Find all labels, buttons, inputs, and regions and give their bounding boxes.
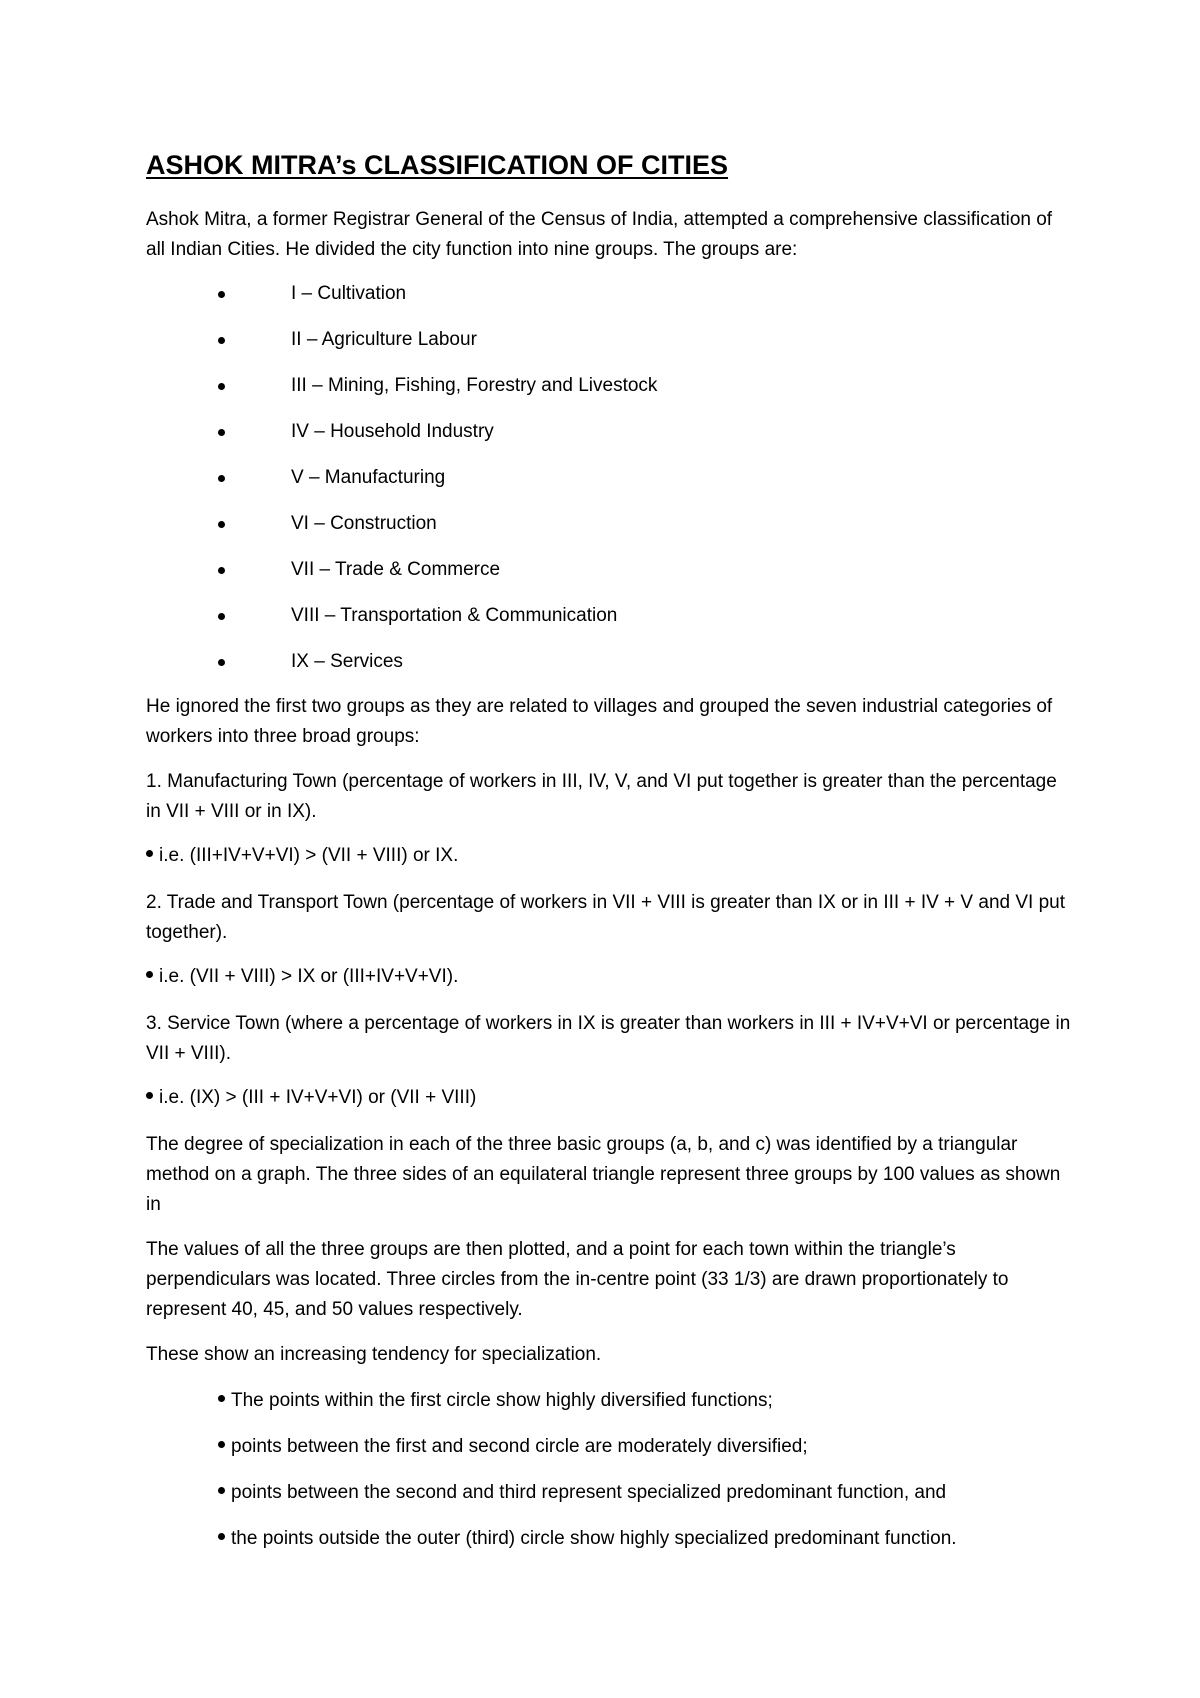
list-item [0, 555, 1200, 585]
point-text: The points within the first circle show highly diversified functions; [231, 1390, 773, 1411]
trade-town-paragraph: 2. Trade and Transport Town (percentage of workers in VII + VIII is greater than IX or in III + IV + V and VI put together). [146, 892, 1066, 943]
point-text: the points outside the outer (third) circle show highly specialized predominant function. [231, 1528, 957, 1549]
formula-text: i.e. (VII + VIII) > IX or (III+IV+V+VI). [159, 966, 459, 987]
list-item [218, 1432, 808, 1462]
list-item [0, 417, 1200, 447]
group-label: V – Manufacturing [291, 467, 446, 488]
bullet-icon [218, 1395, 225, 1402]
list-item [0, 601, 1200, 631]
group-label: VIII – Transportation & Communication [291, 605, 618, 626]
formula-text: i.e. (III+IV+V+VI) > (VII + VIII) or IX. [159, 845, 459, 866]
formula-text: i.e. (IX) > (III + IV+V+VI) or (VII + VIII) [159, 1087, 477, 1108]
service-formula [146, 1083, 476, 1113]
bullet-icon [146, 1092, 153, 1099]
page-title: ASHOK MITRA’s CLASSIFICATION OF CITIES [146, 150, 729, 180]
bullet-icon [218, 613, 225, 620]
group-label: VII – Trade & Commerce [291, 559, 501, 580]
bullet-icon [218, 521, 225, 528]
bullet-icon [218, 475, 225, 482]
bullet-icon [146, 971, 153, 978]
bullet-icon [218, 1487, 225, 1494]
list-item [218, 1524, 957, 1554]
group-label: II – Agriculture Labour [291, 329, 477, 350]
list-item [0, 509, 1200, 539]
values-paragraph: The values of all the three groups are then plotted, and a point for each town within the triangle’s perpendiculars was located. Three circles from the in-centre point (33 1/3) are drawn proportionately to represent 40, 45, and 50 values respectively. [146, 1239, 1009, 1320]
list-item [0, 325, 1200, 355]
bullet-icon [218, 1533, 225, 1540]
group-label: III – Mining, Fishing, Forestry and Livestock [291, 375, 658, 396]
intro-paragraph: Ashok Mitra, a former Registrar General of the Census of India, attempted a comprehensive classification of all Indian Cities. He divided the city function into nine groups. The groups are: [146, 209, 1053, 260]
bullet-icon [218, 567, 225, 574]
service-town-paragraph: 3. Service Town (where a percentage of workers in IX is greater than workers in III + IV+V+VI or percentage in VII + VIII). [146, 1013, 1071, 1064]
bullet-icon [146, 850, 153, 857]
specialization-paragraph: The degree of specialization in each of the three basic groups (a, b, and c) was identified by a triangular method on a graph. The three sides of an equilateral triangle represent three groups by 100 values as shown in [146, 1134, 1061, 1215]
list-item [218, 1478, 946, 1508]
tendency-paragraph: These show an increasing tendency for specialization. [146, 1344, 602, 1365]
bullet-icon [218, 659, 225, 666]
list-item [218, 1386, 773, 1416]
group-label: IX – Services [291, 651, 403, 672]
trade-formula [146, 962, 458, 992]
group-label: VI – Construction [291, 513, 437, 534]
list-item [0, 463, 1200, 493]
group-label: IV – Household Industry [291, 421, 494, 442]
list-item [0, 279, 1200, 309]
list-item [0, 647, 1200, 677]
point-text: points between the second and third represent specialized predominant function, and [231, 1482, 947, 1503]
bullet-icon [218, 383, 225, 390]
bullet-icon [218, 429, 225, 436]
group-label: I – Cultivation [291, 283, 407, 304]
manufacturing-town-paragraph: 1. Manufacturing Town (percentage of workers in III, IV, V, and VI put together is greater than the percentage in VII + VIII or in IX). [146, 771, 1057, 822]
ignored-groups-paragraph: He ignored the first two groups as they are related to villages and grouped the seven industrial categories of workers into three broad groups: [146, 696, 1053, 747]
bullet-icon [218, 291, 225, 298]
point-text: points between the first and second circle are moderately diversified; [231, 1436, 808, 1457]
bullet-icon [218, 337, 225, 344]
list-item [0, 371, 1200, 401]
bullet-icon [218, 1441, 225, 1448]
manufacturing-formula [146, 841, 458, 871]
